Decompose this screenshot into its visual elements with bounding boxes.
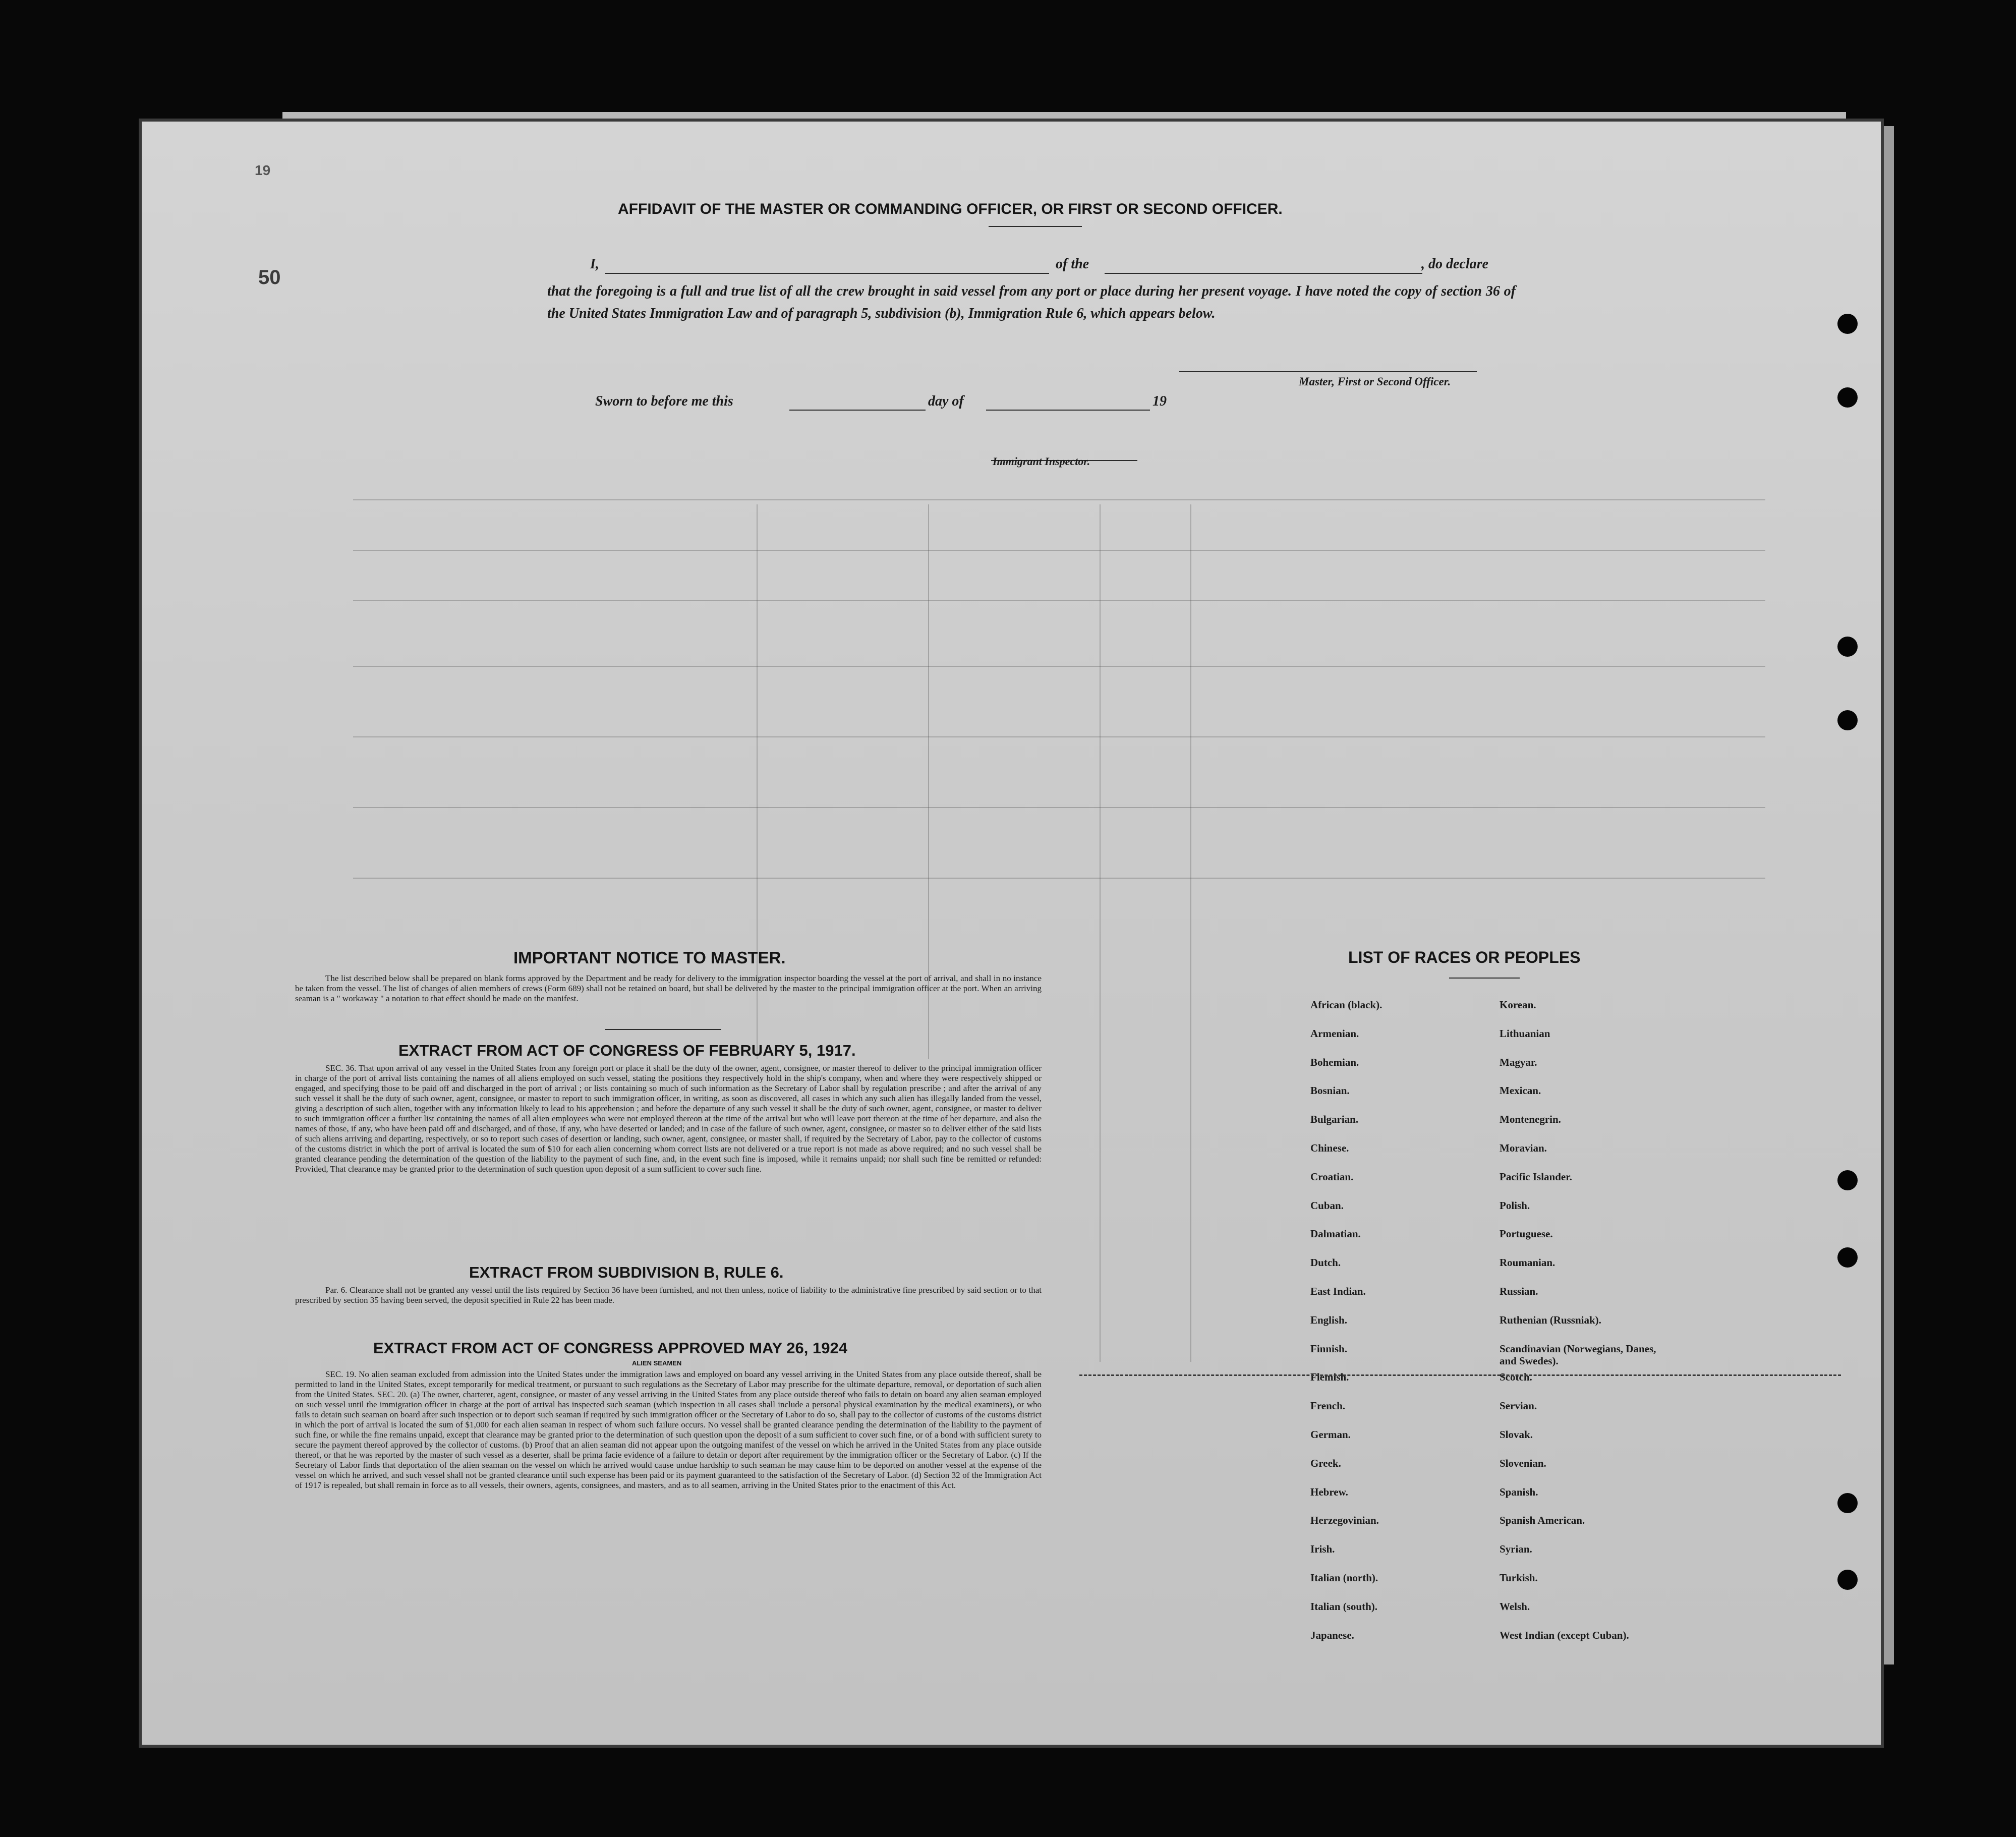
- race-right-item: West Indian (except Cuban).: [1500, 1629, 1629, 1641]
- race-left-item: English.: [1310, 1314, 1347, 1326]
- race-left-item: Bulgarian.: [1310, 1113, 1359, 1125]
- punch-hole: [1837, 1493, 1858, 1513]
- punch-hole: [1837, 1570, 1858, 1590]
- inspector-label: Immigrant Inspector.: [993, 455, 1090, 468]
- race-right-item: Magyar.: [1500, 1056, 1537, 1068]
- race-left-item: Herzegovinian.: [1310, 1514, 1379, 1526]
- race-right-item: Korean.: [1500, 999, 1536, 1011]
- race-left-item: French.: [1310, 1400, 1346, 1412]
- affidavit-title: AFFIDAVIT OF THE MASTER OR COMMANDING OFFICER, OR FIRST OR SECOND OFFICER.: [618, 201, 1283, 217]
- punch-hole: [1837, 1170, 1858, 1190]
- race-right-item: Lithuanian: [1500, 1027, 1550, 1040]
- race-left-item: Dutch.: [1310, 1256, 1341, 1269]
- affidavit-body: that the foregoing is a full and true list of all the crew brought in said vessel from any port or place during her present voyage. I have noted the copy of section 36 of the United States Immigration Law and of paragraph 5, subdivision (b), Immigration Rule 6, which appears below.: [547, 283, 1516, 321]
- punch-hole: [1837, 1247, 1858, 1268]
- race-right-item: Slovenian.: [1500, 1457, 1546, 1469]
- extract-1924-title: EXTRACT FROM ACT OF CONGRESS APPROVED MAY 26, 1924: [373, 1339, 847, 1357]
- race-right-item: Slovak.: [1500, 1428, 1533, 1441]
- extract-1917-title: EXTRACT FROM ACT OF CONGRESS OF FEBRUARY 5, 1917.: [398, 1042, 856, 1059]
- margin-number: 19: [255, 162, 271, 178]
- race-left-item: East Indian.: [1310, 1285, 1366, 1297]
- race-right-item: Polish.: [1500, 1199, 1530, 1212]
- race-left-item: Irish.: [1310, 1543, 1335, 1555]
- race-left-item: Greek.: [1310, 1457, 1341, 1469]
- race-right-item: Spanish American.: [1500, 1514, 1585, 1526]
- race-right-item: Welsh.: [1500, 1600, 1530, 1613]
- sworn-month-blank: [986, 410, 1150, 411]
- race-right-item: Ruthenian (Russniak).: [1500, 1314, 1601, 1326]
- race-right-item: Scotch.: [1500, 1371, 1532, 1383]
- race-right-item: Portuguese.: [1500, 1228, 1553, 1240]
- notice-divider: [605, 1029, 721, 1030]
- vessel-blank: [1105, 273, 1422, 274]
- race-right-item: Montenegrin.: [1500, 1113, 1561, 1125]
- race-left-item: Armenian.: [1310, 1027, 1359, 1040]
- name-blank: [605, 273, 1049, 274]
- race-left-item: Croatian.: [1310, 1171, 1354, 1183]
- race-left-item: African (black).: [1310, 999, 1383, 1011]
- signature-line: [1179, 371, 1477, 372]
- fold-line: [1079, 1374, 1841, 1376]
- race-right-item: Syrian.: [1500, 1543, 1532, 1555]
- race-right-item: Spanish.: [1500, 1486, 1538, 1498]
- affidavit-of-the-label: of the: [1056, 256, 1089, 272]
- race-left-item: Dalmatian.: [1310, 1228, 1361, 1240]
- races-divider: [1449, 978, 1520, 979]
- race-right-item: Moravian.: [1500, 1142, 1547, 1154]
- race-left-item: Bohemian.: [1310, 1056, 1359, 1068]
- race-left-item: Hebrew.: [1310, 1486, 1348, 1498]
- race-left-item: Italian (north).: [1310, 1572, 1378, 1584]
- race-left-item: Cuban.: [1310, 1199, 1344, 1212]
- notice-title: IMPORTANT NOTICE TO MASTER.: [513, 948, 786, 967]
- race-right-item: Mexican.: [1500, 1084, 1541, 1097]
- punch-hole: [1837, 710, 1858, 730]
- race-right-item: Pacific Islander.: [1500, 1171, 1572, 1183]
- extract-1924-body: SEC. 19. No alien seaman excluded from admission into the United States under the immigration laws and employed on board any vessel arriving in the United States from any place outside thereof, shall be permitted to land in the United States, except temporarily for medical treatment, or pursuant to such regulations as the Secretary of Labor may prescribe for the ultimate departure, removal, or deportation of such alien from the United States. SEC. 20. (a) The owner, charterer, agent, consignee, or master of any vessel arriving in the United States from any place outside thereof who fails to detain on board any alien seaman employed on such vessel until the immigration officer in charge at the port of arrival has inspected such seaman (which inspection in all cases shall include a personal physical examination by the medical examiners), or who fails to detain such seaman on board after such inspection or to deport such seaman if required by such immigration officer or the Secretary of Labor to do so, shall pay to the collector of customs of the customs district in which the port of arrival is located the sum of $1,000 for each alien seaman in respect of whom such failure occurs. No vessel shall be granted clearance pending the determination of the liability to the payment of such fine, or while the fine remains unpaid, except that clearance may be granted prior to the determination of such question upon the deposit of a sum sufficient to cover such fine, or of a bond with sufficient surety to secure the payment thereof approved by the collector of customs. (b) Proof that an alien seaman did not appear upon the outgoing manifest of the vessel on which he arrived in the United States from any place outside thereof, or that he was reported by the master of such vessel as a deserter, shall be prima facie evidence of a failure to detain or deport after requirement by the immigration officer or the Secretary of Labor. (c) If the Secretary of Labor finds that deportation of the alien seaman on the vessel on which he arrived would cause undue hardship to such seaman he may cause him to be deported on another vessel at the expense of the vessel on which he arrived, and such vessel shall not be granted clearance until such expense has been paid or its payment guaranteed to the satisfaction of the Secretary of Labor. (d) Section 32 of the Immigration Act of 1917 is repealed, but shall remain in force as to all vessels, their owners, agents, consignees, and masters, and as to all seamen, arriving in the United States prior to the enactment of this Act.: [295, 1369, 1042, 1490]
- races-title: LIST OF RACES OR PEOPLES: [1348, 948, 1581, 966]
- race-left-item: Italian (south).: [1310, 1600, 1378, 1613]
- sworn-day-blank: [789, 410, 926, 411]
- race-right-item: Servian.: [1500, 1400, 1537, 1412]
- race-right-item: Scandinavian (Norwegians, Danes, and Swedes).: [1500, 1343, 1656, 1367]
- affidavit-declare-label: , do declare: [1421, 256, 1488, 272]
- race-left-item: Chinese.: [1310, 1142, 1349, 1154]
- notice-body: The list described below shall be prepared on blank forms approved by the Department and be ready for delivery to the immigration inspector boarding the vessel at the port of arrival, and shall in no instance be taken from the vessel. The list of changes of alien members of crews (Form 689) shall not be retained on board, but shall be delivered by the master to the principal immigration officer at the port. When an arriving seaman is a " workaway " a notation to that effect should be made on the manifest.: [295, 973, 1042, 1003]
- title-underline: [989, 226, 1082, 227]
- race-left-item: Flemish.: [1310, 1371, 1349, 1383]
- margin-mark: 50: [258, 266, 281, 289]
- race-left-item: Bosnian.: [1310, 1084, 1350, 1097]
- punch-hole: [1837, 314, 1858, 334]
- extract-rule6-body: Par. 6. Clearance shall not be granted any vessel until the lists required by Section 36 have been furnished, and not then unless, notice of liability to the administrative fine prescribed by said section or to that prescribed by section 35 having been served, the deposit specified in Rule 22 has been made.: [295, 1285, 1042, 1305]
- sworn-prefix: Sworn to before me this: [595, 393, 733, 409]
- race-left-item: Finnish.: [1310, 1343, 1347, 1355]
- race-right-item: Roumanian.: [1500, 1256, 1556, 1269]
- race-right-item: Turkish.: [1500, 1572, 1538, 1584]
- signature-label: Master, First or Second Officer.: [1299, 375, 1451, 388]
- punch-hole: [1837, 387, 1858, 408]
- race-left-item: Japanese.: [1310, 1629, 1354, 1641]
- race-right-item: Russian.: [1500, 1285, 1538, 1297]
- sworn-day-of: day of: [928, 393, 964, 409]
- affidavit-i-label: I,: [590, 256, 599, 272]
- extract-1917-body: SEC. 36. That upon arrival of any vessel in the United States from any foreign port or place it shall be the duty of the owner, agent, consignee, or master thereof to deliver to the principal immigration officer in charge of the port of arrival lists containing the names of all aliens employed on such vessel, stating the positions they respectively hold in the ship's company, when and where they were respectively shipped or engaged, and specifying those to be paid off and discharged in the port of arrival ; or lists containing so much of such information as the Secretary of Labor shall by regulation prescribe ; and after the arrival of any such vessel it shall be the duty of such owner, agent, consignee, or master to report to such immigration officer, in writing, as soon as discovered, all cases in which any such alien has illegally landed from the vessel, giving a description of such alien, together with any information likely to lead to his apprehension ; and before the departure of any such vessel it shall be the duty of such owner, agent, consignee, or master to deliver to such immigration officer a further list containing the names of all alien employees who were not employed thereon at the time of the arrival but who will leave port thereon at the time of her departure, and also the names of those, if any, who have been paid off and discharged, and of those, if any, who have deserted or landed; and in case of the failure of such owner, agent, consignee, or master so to deliver either of the said lists of such aliens arriving and departing, respectively, or so to report such cases of desertion or landing, such owner, agent, consignee, or master shall, if required by the Secretary of Labor, pay to the collector of customs of the customs district in which the port of arrival is located the sum of $10 for each alien concerning whom correct lists are not delivered or a true report is not made as above required; and no such vessel shall be granted clearance pending the determination of the question of the liability to the payment of such fine, and, in the event such fine is imposed, while it remains unpaid; nor shall such fine be remitted or refunded: Provided, That clearance may be granted prior to the determination of such question upon deposit of a sum sufficient to cover such fine.: [295, 1063, 1042, 1174]
- race-left-item: German.: [1310, 1428, 1351, 1441]
- punch-hole: [1837, 637, 1858, 657]
- sworn-year: 19: [1153, 393, 1167, 409]
- extract-rule6-title: EXTRACT FROM SUBDIVISION B, RULE 6.: [469, 1264, 784, 1281]
- extract-1924-subtitle: ALIEN SEAMEN: [632, 1359, 682, 1367]
